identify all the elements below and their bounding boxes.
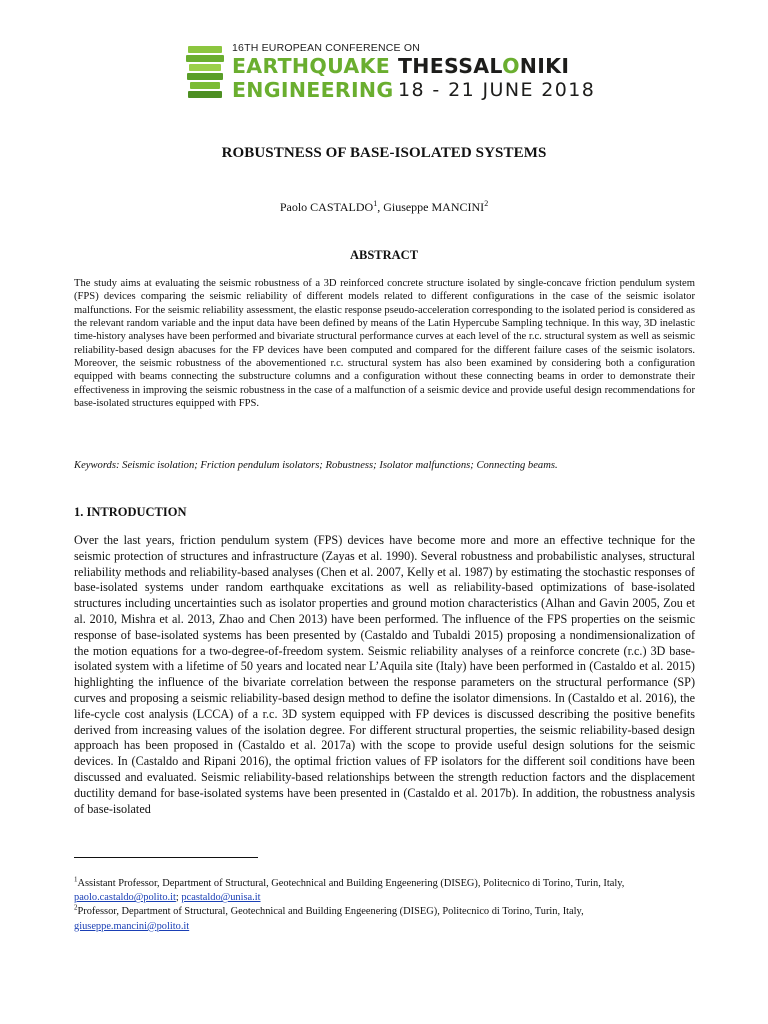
footnote-1-email-2[interactable]: pcastaldo@unisa.it [181, 892, 261, 904]
footnote-2-email[interactable]: giuseppe.mancini@polito.it [74, 920, 190, 932]
author-line [0, 200, 768, 215]
footnote-2-mark: 2 [74, 903, 78, 912]
logo-city-prefix: THESSAL [398, 54, 503, 78]
section-heading-introduction: 1. INTRODUCTION [74, 505, 187, 519]
footnotes [74, 877, 695, 934]
conference-logo [186, 40, 596, 108]
footnote-1-sep: ; [175, 892, 182, 904]
logo-city-suffix: NIKI [519, 54, 570, 78]
footnote-1-text: Assistant Professor, Department of Structural, Geotechnical and Building Engeenering (DISEG), Politecnico di Torino, Turin, Italy, [77, 878, 625, 889]
logo-city [398, 54, 569, 78]
keywords: Keywords: Seismic isolation; Friction pendulum isolators; Robustness; Isolator malfunctions; Connecting beams. [74, 460, 558, 471]
logo-bars-icon [186, 46, 226, 102]
logo-word-earthquake: EARTHQUAKE [232, 54, 391, 78]
logo-city-o: O [502, 54, 520, 78]
author-1-mark: 1 [373, 199, 378, 208]
abstract-body: The study aims at evaluating the seismic robustness of a 3D reinforced concrete structure isolated by single-concave friction pendulum system (FPS) devices comparing the seismic reliability of different models related to different configurations in the case of the seismic isolator malfunctions. For the seismic reliability assessment, the elastic response pseudo-acceleration corresponding to the isolated period is considered as the relevant random variable and the input data have been defined by means of the Latin Hypercube Sampling technique. In this way, 3D inelastic time-history analyses have been performed and bivariate structural performance curves at each level of the r.c. structural system as well as seismic reliability-based design abacuses for the FP devices have been computed and compared for the different failure cases of the seismic isolators. Moreover, the seismic robustness of the abovementioned r.c. structural system has also been examined by considering both a configuration equipped with beams connecting the substructure columns and a configuration without these connecting beams in order to demonstrate their effectiveness in improving the seismic robustness in the case of a malfunction of a seismic device and provide useful design recommendations for base-isolated structures equipped with FPS. [74, 278, 695, 410]
footnote-1-email-1[interactable]: paolo.castaldo@polito.it [74, 892, 176, 904]
abstract-heading: ABSTRACT [349, 248, 419, 262]
author-2: Giuseppe MANCINI [383, 200, 485, 214]
author-2-mark: 2 [484, 199, 489, 208]
conference-subtitle: 16TH EUROPEAN CONFERENCE ON [232, 42, 421, 54]
author-1: Paolo CASTALDO [279, 200, 374, 214]
paper-title: ROBUSTNESS OF BASE-ISOLATED SYSTEMS [221, 145, 547, 161]
author-separator: , [377, 200, 384, 214]
footnote-1-mark: 1 [74, 875, 78, 884]
footnote-2-text: Professor, Department of Structural, Geotechnical and Building Engeenering (DISEG), Politecnico di Torino, Turin, Italy, [77, 906, 584, 918]
conference-dates: 18 - 21 JUNE 2018 [398, 79, 596, 101]
footnote-divider [74, 857, 258, 858]
logo-word-engineering: ENGINEERING [232, 78, 394, 102]
footnote-2 [74, 905, 695, 933]
introduction-body: Over the last years, friction pendulum system (FPS) devices have become more and more an effective technique for the seismic protection of structures and infrastructure (Zayas et al. 1990). Several robustness and probabilistic analyses, structural reliability methods and reliability-based analyses (Chen et al. 2007, Kelly et al. 1987) by estimating the stochastic responses of base-isolated systems under random earthquake excitations as well as reliability-based optimizations of base-isolated structures including uncertainties such as isolator properties and ground motion characteristics (Alhan and Gavin 2005, Zou et al. 2010, Mishra et al. 2013, Zhao and Chen 2013) have been performed. The influence of the FPS properties on the seismic response of base-isolated systems has been presented by (Castaldo and Tubaldi 2015) proposing a nondimensionalization of the motion equations for a two-degree-of-freedom system. Seismic reliability analyses of a reinforce concrete (r.c.) 3D base-isolated system with a lifetime of 50 years and located near L’Aquila site (Italy) have been performed in (Castaldo et al. 2015) highlighting the influence of the bivariate correlation between the response parameters on the structural performance (SP) curves and proposing a seismic reliability-based design method to define the isolator dimensions. In (Castaldo et al. 2016), the life-cycle cost analysis (LCCA) of a r.c. 3D system equipped with FP devices is discussed describing the positive benefits derived from increasing values of the isolation degree. For different structural properties, the seismic reliability-based design approach has been proposed in (Castaldo et al. 2017a) with the scope to provide useful design solutions for the seismic devices. In (Castaldo and Ripani 2016), the optimal friction values of FP isolators for the different soil conditions have been discussed and evaluated. Seismic reliability-based relationships between the strength reduction factors and the displacement ductility demand for base-isolated systems have been presented in (Castaldo et al. 2017b). In addition, the robustness analysis of base-isolated [74, 533, 695, 816]
footnote-1 [74, 877, 695, 905]
